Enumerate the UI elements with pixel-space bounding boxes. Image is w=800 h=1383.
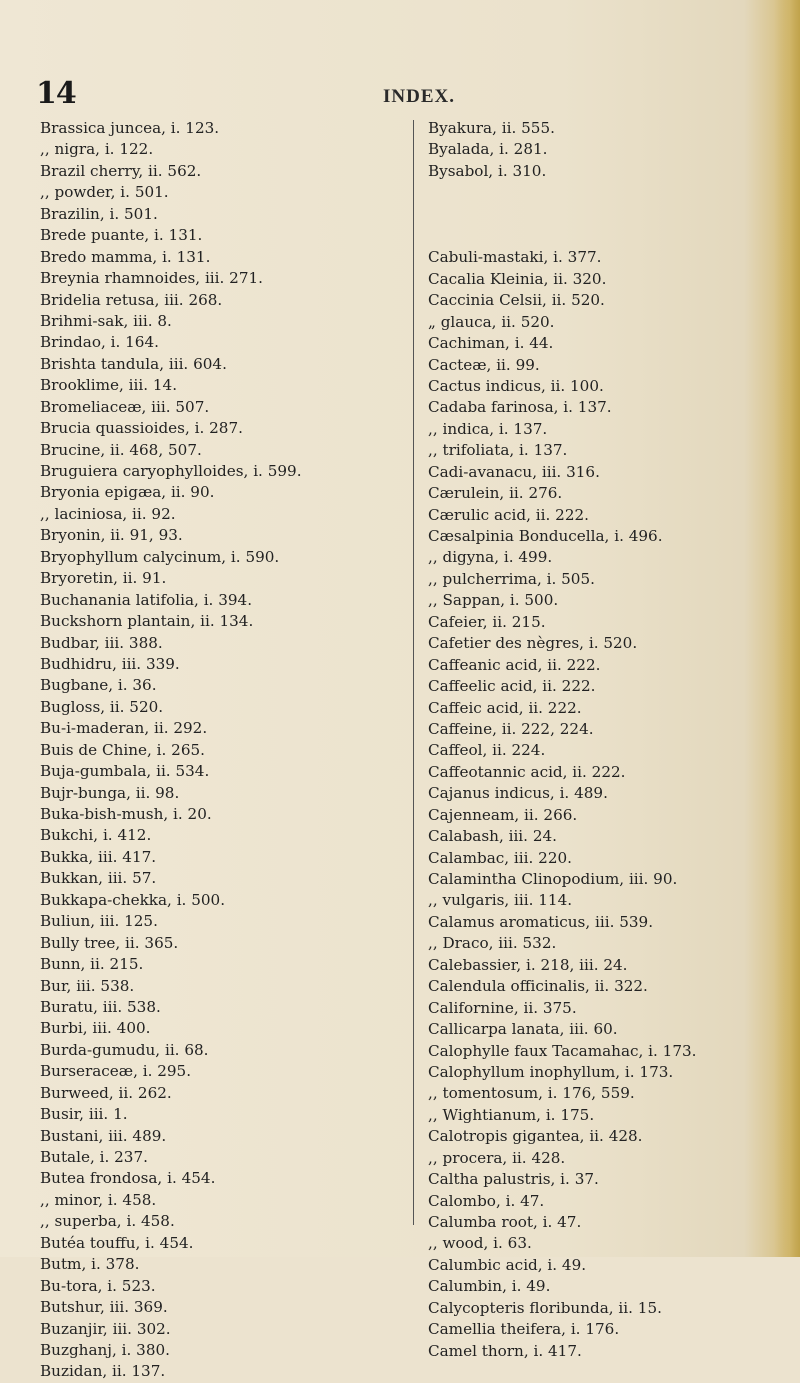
index-entry: Breynia rhamnoides, iii. 271. bbox=[40, 269, 263, 288]
index-entry: Caccinia Celsii, ii. 520. bbox=[428, 291, 605, 310]
index-entry: ,, Sappan, i. 500. bbox=[428, 591, 559, 610]
index-entry: Buckshorn plantain, ii. 134. bbox=[40, 612, 254, 631]
index-entry: Buliun, iii. 125. bbox=[40, 912, 158, 931]
index-entry: Calendula officinalis, ii. 322. bbox=[428, 977, 648, 996]
index-entry: ,, digyna, i. 499. bbox=[428, 548, 553, 567]
index-entry: Caffeotannic acid, ii. 222. bbox=[428, 762, 626, 781]
index-entry: Caltha palustris, i. 37. bbox=[428, 1170, 599, 1189]
index-entry: Bujr-bunga, ii. 98. bbox=[40, 783, 180, 802]
index-entry: Bredo mamma, i. 131. bbox=[40, 247, 211, 266]
index-entry: Cajanus indicus, i. 489. bbox=[428, 784, 608, 803]
index-entry: ,, nigra, i. 122. bbox=[40, 140, 154, 159]
index-entry: Camel thorn, i. 417. bbox=[428, 1341, 582, 1360]
index-entry: Buzanjir, iii. 302. bbox=[40, 1319, 171, 1338]
index-entry: Buchanania latifolia, i. 394. bbox=[40, 590, 253, 609]
index-entry: Cajenneam, ii. 266. bbox=[428, 805, 578, 824]
index-entry: Brassica juncea, i. 123. bbox=[40, 119, 220, 137]
index-entry: Budbar, iii. 388. bbox=[40, 633, 163, 652]
index-entry: Calophylle faux Tacamahac, i. 173. bbox=[428, 1041, 697, 1060]
index-entry: Burbi, iii. 400. bbox=[40, 1019, 151, 1038]
index-entry: Camellia theifera, i. 176. bbox=[428, 1320, 620, 1339]
index-entry: ,, Wightianum, i. 175. bbox=[428, 1105, 595, 1124]
index-entry: Cærulein, ii. 276. bbox=[428, 484, 563, 503]
section-gap bbox=[428, 182, 780, 247]
index-entry: Brede puante, i. 131. bbox=[40, 226, 203, 245]
index-entry: Cafetier des nègres, i. 520. bbox=[428, 634, 638, 653]
index-entry: Callicarpa lanata, iii. 60. bbox=[428, 1020, 618, 1039]
index-entry: Brucine, ii. 468, 507. bbox=[40, 440, 202, 459]
index-entry: Caffeol, ii. 224. bbox=[428, 741, 546, 760]
index-entry: Butm, i. 378. bbox=[40, 1255, 140, 1274]
index-entry: Buzidan, ii. 137. bbox=[40, 1362, 166, 1381]
index-entry: Calophyllum inophyllum, i. 173. bbox=[428, 1062, 674, 1081]
index-entry: ,, indica, i. 137. bbox=[428, 419, 548, 438]
index-entry: Bukchi, i. 412. bbox=[40, 826, 152, 845]
index-entry: Brindao, i. 164. bbox=[40, 333, 159, 352]
index-entry: Bryoretin, ii. 91. bbox=[40, 569, 167, 588]
index-entry: Bur, iii. 538. bbox=[40, 976, 135, 995]
index-entry: Bysabol, i. 310. bbox=[428, 161, 547, 180]
index-entry: Butea frondosa, i. 454. bbox=[40, 1169, 216, 1188]
index-entry: Brucia quassioides, i. 287. bbox=[40, 419, 243, 438]
index-entry: Bukkan, iii. 57. bbox=[40, 869, 157, 888]
index-entry: Brazil cherry, ii. 562. bbox=[40, 161, 202, 180]
index-entry: Calombo, i. 47. bbox=[428, 1191, 545, 1210]
index-entry: Bryophyllum calycinum, i. 590. bbox=[40, 547, 280, 566]
index-entry: ,, procera, ii. 428. bbox=[428, 1148, 566, 1167]
index-entry: Bridelia retusa, iii. 268. bbox=[40, 290, 223, 309]
index-entry: Cacalia Kleinia, ii. 320. bbox=[428, 269, 607, 288]
index-entry: Cabuli-mastaki, i. 377. bbox=[428, 248, 602, 267]
index-entry: ,, superba, i. 458. bbox=[40, 1212, 175, 1231]
index-entry: Bugbane, i. 36. bbox=[40, 676, 157, 695]
index-entry: Buzghanj, i. 380. bbox=[40, 1340, 170, 1359]
index-entry: Bryonia epigæa, ii. 90. bbox=[40, 483, 215, 502]
index-entry: Brooklime, iii. 14. bbox=[40, 376, 178, 395]
index-entry: Cachiman, i. 44. bbox=[428, 334, 554, 353]
index-column-right bbox=[428, 118, 780, 1362]
page-header bbox=[0, 76, 800, 116]
index-entry: Bruguiera caryophylloides, i. 599. bbox=[40, 462, 302, 480]
running-title: INDEX. bbox=[383, 86, 455, 107]
index-entry: Buratu, iii. 538. bbox=[40, 997, 161, 1016]
index-entry: Calabash, iii. 24. bbox=[428, 827, 557, 846]
index-entry: Buis de Chine, i. 265. bbox=[40, 740, 205, 759]
index-entry: Calotropis gigantea, ii. 428. bbox=[428, 1127, 643, 1146]
index-entry: Bromeliaceæ, iii. 507. bbox=[40, 397, 210, 416]
index-entry: Brazilin, i. 501. bbox=[40, 204, 158, 223]
index-entry: ,, trifoliata, i. 137. bbox=[428, 441, 568, 460]
index-entry: Calycopteris floribunda, ii. 15. bbox=[428, 1298, 662, 1317]
index-entry: Calumbic acid, i. 49. bbox=[428, 1255, 587, 1274]
index-entry: Budhidru, iii. 339. bbox=[40, 654, 180, 673]
index-entry: Brishta tandula, iii. 604. bbox=[40, 354, 227, 373]
index-entry: ,, pulcherrima, i. 505. bbox=[428, 569, 595, 588]
index-entry: Cactus indicus, ii. 100. bbox=[428, 376, 604, 395]
index-entry: Bu-i-maderan, ii. 292. bbox=[40, 719, 208, 738]
index-entry: Burseraceæ, i. 295. bbox=[40, 1062, 192, 1081]
index-entry: Calebassier, i. 218, iii. 24. bbox=[428, 955, 628, 974]
index-entry: Bukka, iii. 417. bbox=[40, 847, 157, 866]
index-entry: Bukkapa-chekka, i. 500. bbox=[40, 890, 226, 909]
index-entry: Caffeic acid, ii. 222. bbox=[428, 698, 582, 717]
index-entry: Butale, i. 237. bbox=[40, 1148, 148, 1166]
index-entry: Cæsalpinia Bonducella, i. 496. bbox=[428, 527, 663, 545]
index-entry: Calumba root, i. 47. bbox=[428, 1213, 582, 1231]
index-entry: Buka-bish-mush, i. 20. bbox=[40, 805, 212, 823]
index-entry: Burda-gumudu, ii. 68. bbox=[40, 1040, 209, 1059]
index-entry: „ glauca, ii. 520. bbox=[428, 312, 555, 331]
index-entry: Bugloss, ii. 520. bbox=[40, 697, 164, 716]
index-entry: Calambac, iii. 220. bbox=[428, 848, 572, 867]
index-entry: Caffeine, ii. 222, 224. bbox=[428, 719, 594, 738]
index-entry: Byalada, i. 281. bbox=[428, 140, 548, 159]
index-entry: Cadi-avanacu, iii. 316. bbox=[428, 462, 600, 481]
index-entry: Brihmi-sak, iii. 8. bbox=[40, 311, 172, 330]
index-entry: ,, laciniosa, ii. 92. bbox=[40, 504, 176, 523]
index-entry: Cærulic acid, ii. 222. bbox=[428, 505, 589, 524]
index-entry: Bunn, ii. 215. bbox=[40, 955, 144, 974]
index-entry: Cadaba farinosa, i. 137. bbox=[428, 398, 612, 417]
index-entry: ,, powder, i. 501. bbox=[40, 183, 169, 202]
index-entry: Burweed, ii. 262. bbox=[40, 1083, 172, 1102]
index-entry: ,, tomentosum, i. 176, 559. bbox=[428, 1084, 635, 1103]
index-entry: Bully tree, ii. 365. bbox=[40, 933, 179, 952]
index-entry: Butéa touffu, i. 454. bbox=[40, 1233, 194, 1252]
index-entry: ,, Draco, iii. 532. bbox=[428, 934, 557, 953]
index-entry: Cafeier, ii. 215. bbox=[428, 612, 546, 631]
index-entry: Calamus aromaticus, iii. 539. bbox=[428, 912, 654, 931]
index-entry: Californine, ii. 375. bbox=[428, 998, 577, 1017]
index-entry: ,, minor, i. 458. bbox=[40, 1190, 157, 1209]
index-entry: Bustani, iii. 489. bbox=[40, 1126, 167, 1145]
index-entry: Calamintha Clinopodium, iii. 90. bbox=[428, 870, 678, 888]
index-entry: Busir, iii. 1. bbox=[40, 1105, 128, 1124]
index-column-left bbox=[40, 118, 404, 1383]
index-entry: Cacteæ, ii. 99. bbox=[428, 355, 540, 374]
index-entry: ,, wood, i. 63. bbox=[428, 1234, 532, 1253]
index-entry: Caffeanic acid, ii. 222. bbox=[428, 655, 601, 674]
page-number: 14 bbox=[36, 76, 76, 111]
index-entry: ,, vulgaris, iii. 114. bbox=[428, 891, 573, 910]
column-divider bbox=[413, 120, 414, 1225]
index-entry: Calumbin, i. 49. bbox=[428, 1277, 551, 1296]
index-entry: Byakura, ii. 555. bbox=[428, 119, 555, 137]
index-entry: Caffeelic acid, ii. 222. bbox=[428, 677, 596, 696]
index-entry: Buja-gumbala, ii. 534. bbox=[40, 762, 210, 781]
index-entry: Butshur, iii. 369. bbox=[40, 1298, 168, 1317]
index-entry: Bryonin, ii. 91, 93. bbox=[40, 526, 183, 545]
index-entry: Bu-tora, i. 523. bbox=[40, 1276, 156, 1295]
